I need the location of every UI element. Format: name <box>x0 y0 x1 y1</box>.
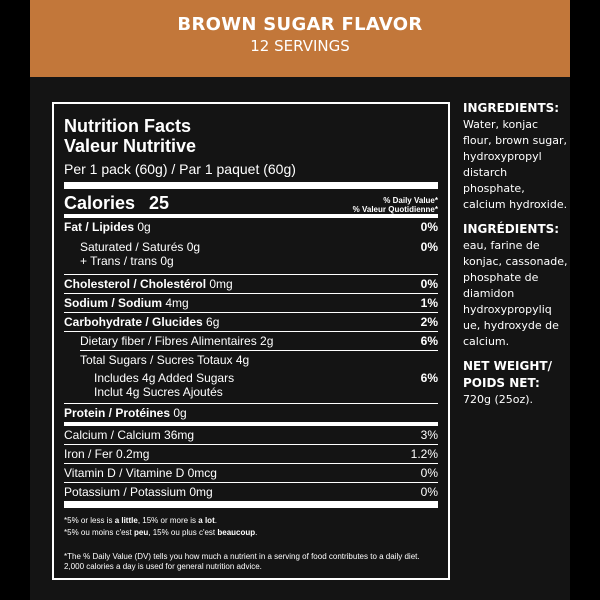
flavor-title: BROWN SUGAR FLAVOR <box>177 14 423 35</box>
nutrient-row-cholesterol: Cholesterol / Cholestérol 0mg 0% <box>64 274 438 293</box>
nutrient-row-added-sugars: Includes 4g Added Sugars Inclut 4g Sucres Ajoutés 6% <box>94 371 438 399</box>
footnote-low-high-en: *5% or less is a little, 15% or more is a lot. <box>64 516 217 525</box>
footer-divider <box>64 501 438 508</box>
nutrient-row-vitamin-d: Vitamin D / Vitamine D 0mcg 0% <box>64 463 438 482</box>
ingredients-en-title: INGREDIENTS: <box>463 101 560 115</box>
nutrient-row-fat: Fat / Lipides 0g 0% <box>64 220 438 234</box>
flavor-banner <box>30 0 570 77</box>
nutrient-row-trans: + Trans / trans 0g <box>80 254 174 268</box>
nutrition-title-fr: Valeur Nutritive <box>64 136 197 156</box>
nutrient-row-sodium: Sodium / Sodium 4mg 1% <box>64 293 438 312</box>
nutrient-row-carbohydrate: Carbohydrate / Glucides 6g 2% <box>64 312 438 331</box>
servings-count: 12 SERVINGS <box>250 37 350 55</box>
nutrient-row-sugars: Total Sugars / Sucres Totaux 4g <box>80 353 250 367</box>
ingredients-column <box>463 100 568 416</box>
nutrient-row-fiber: Dietary fiber / Fibres Alimentaires 2g 6% <box>64 331 438 350</box>
footnote-daily-value: *The % Daily Value (DV) tells you how much a nutrient in a serving of food contributes to a daily diet. 2,000 calories a day is used for general nutrition advice. <box>64 552 420 571</box>
calories-value: 25 <box>149 193 170 213</box>
thick-divider <box>64 182 438 189</box>
daily-value-header-fr: % Valeur Quotidienne* <box>352 205 438 214</box>
nutrition-title-en: Nutrition Facts <box>64 116 192 136</box>
calories-row <box>64 192 438 214</box>
nutrient-row-saturated: Saturated / Saturés 0g + Trans / trans 0g 0% <box>80 240 438 268</box>
ingredients-fr-text: eau, farine de konjac, cassonade, phosphate de diamidon hydroxypropyliq ue, hydroxyde de calcium. <box>463 239 568 348</box>
calories-label: Calories <box>64 193 136 213</box>
nutrition-facts-table <box>52 102 450 580</box>
nutrient-row-calcium: Calcium / Calcium 36mg 3% <box>64 428 438 442</box>
nutrient-row-protein: Protein / Protéines 0g <box>64 403 438 422</box>
nutrient-row-iron: Iron / Fer 0.2mg 1.2% <box>64 444 438 463</box>
daily-value-header-en: % Daily Value* <box>383 196 438 205</box>
net-weight-value: 720g (25oz). <box>463 393 534 406</box>
nutrient-row-potassium: Potassium / Potassium 0mg 0% <box>64 482 438 501</box>
footnote-low-high-fr: *5% ou moins c'est peu, 15% ou plus c'est beaucoup. <box>64 528 258 537</box>
ingredients-fr-title: INGRÉDIENTS: <box>463 222 560 236</box>
ingredients-en-text: Water, konjac flour, brown sugar, hydroxypropyl distarch phosphate, calcium hydroxide. <box>463 118 568 211</box>
serving-size: Per 1 pack (60g) / Par 1 paquet (60g) <box>64 161 296 177</box>
net-weight-title: NET WEIGHT/ POIDS NET: <box>463 359 552 390</box>
